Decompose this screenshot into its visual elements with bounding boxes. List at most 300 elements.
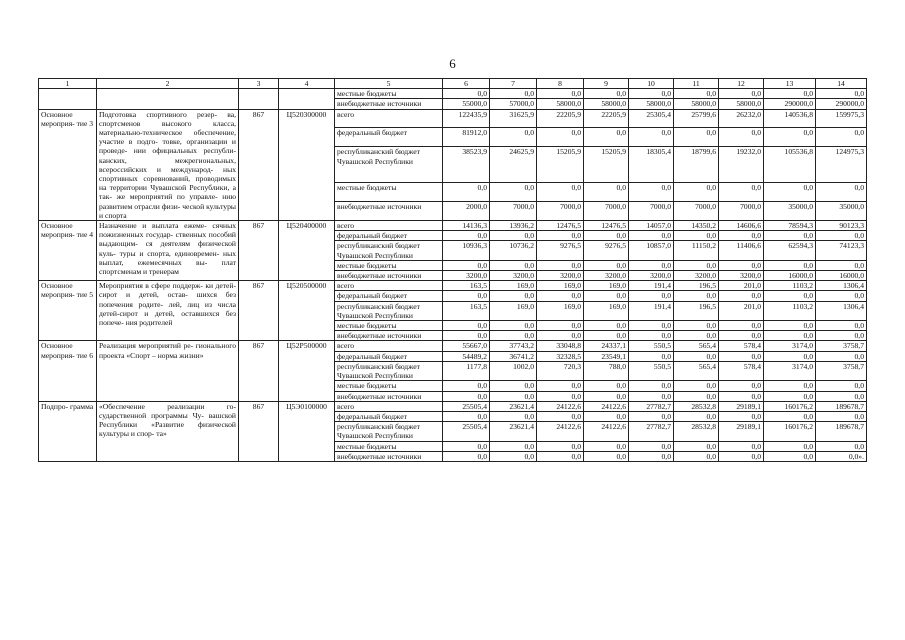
column-number: 4 bbox=[279, 79, 335, 89]
value-cell: 0,0 bbox=[719, 231, 764, 241]
grbs-code: 867 bbox=[239, 341, 279, 401]
value-cell: 1306,4 bbox=[816, 301, 867, 320]
value-cell: 58000,0 bbox=[584, 99, 629, 109]
value-cell: 0,0 bbox=[674, 391, 719, 401]
event-description: Назначение и выплата ежеме- сячных пожизненных государ- ственных пособий выдающим- ся деятелям физической куль- туры и спорта, единовремен- ных выплат, ежемесячных вы- плат спортсменам и тренерам bbox=[97, 221, 239, 281]
value-cell: 0,0 bbox=[764, 451, 816, 461]
value-cell: 90123,3 bbox=[816, 221, 867, 231]
value-cell: 15205,9 bbox=[584, 147, 629, 183]
value-cell: 163,5 bbox=[443, 301, 490, 320]
value-cell: 0,0 bbox=[490, 291, 537, 301]
value-cell: 0,0 bbox=[674, 183, 719, 202]
value-cell: 0,0 bbox=[764, 411, 816, 421]
value-cell: 0,0 bbox=[674, 231, 719, 241]
value-cell: 24625,9 bbox=[490, 147, 537, 183]
value-cell: 78594,3 bbox=[764, 221, 816, 231]
value-cell: 3174,0 bbox=[764, 361, 816, 380]
value-cell: 0,0». bbox=[816, 451, 867, 461]
value-cell: 0,0 bbox=[629, 260, 674, 270]
value-cell: 0,0 bbox=[674, 381, 719, 391]
value-cell: 0,0 bbox=[816, 321, 867, 331]
funding-source: республиканский бюджет Чувашской Республики bbox=[335, 361, 443, 380]
value-cell: 0,0 bbox=[719, 183, 764, 202]
value-cell: 169,0 bbox=[537, 281, 584, 291]
value-cell: 58000,0 bbox=[719, 99, 764, 109]
value-cell: 18799,6 bbox=[674, 147, 719, 183]
column-number: 8 bbox=[537, 79, 584, 89]
funding-source: всего bbox=[335, 341, 443, 351]
value-cell: 0,0 bbox=[629, 441, 674, 451]
value-cell: 0,0 bbox=[584, 381, 629, 391]
value-cell: 10857,0 bbox=[629, 241, 674, 260]
value-cell: 0,0 bbox=[629, 451, 674, 461]
value-cell: 3200,0 bbox=[719, 271, 764, 281]
value-cell: 0,0 bbox=[816, 411, 867, 421]
empty-cell bbox=[39, 89, 97, 99]
funding-source: местные бюджеты bbox=[335, 441, 443, 451]
value-cell: 565,4 bbox=[674, 341, 719, 351]
funding-source: внебюджетные источники bbox=[335, 451, 443, 461]
value-cell: 0,0 bbox=[443, 331, 490, 341]
value-cell: 0,0 bbox=[443, 291, 490, 301]
value-cell: 0,0 bbox=[490, 89, 537, 99]
table-row bbox=[39, 99, 867, 109]
column-number: 6 bbox=[443, 79, 490, 89]
value-cell: 3200,0 bbox=[490, 271, 537, 281]
value-cell: 0,0 bbox=[537, 291, 584, 301]
classification-code: Ц520400000 bbox=[279, 221, 335, 281]
value-cell: 0,0 bbox=[443, 260, 490, 270]
value-cell: 124975,3 bbox=[816, 147, 867, 183]
event-description: «Обеспечение реализации го- сударственной программы Чу- вашской Республики «Развитие физической культуры и спор- та» bbox=[97, 401, 239, 461]
value-cell: 163,5 bbox=[443, 281, 490, 291]
value-cell: 0,0 bbox=[443, 231, 490, 241]
value-cell: 25305,4 bbox=[629, 109, 674, 128]
table-row bbox=[39, 401, 867, 411]
funding-source: республиканский бюджет Чувашской Республики bbox=[335, 241, 443, 260]
table-row bbox=[39, 221, 867, 231]
value-cell: 0,0 bbox=[537, 89, 584, 99]
column-number-row bbox=[39, 79, 867, 89]
value-cell: 25505,4 bbox=[443, 401, 490, 411]
value-cell: 0,0 bbox=[584, 260, 629, 270]
value-cell: 14350,2 bbox=[674, 221, 719, 231]
classification-code: Ц520500000 bbox=[279, 281, 335, 341]
value-cell: 0,0 bbox=[674, 441, 719, 451]
value-cell: 24122,6 bbox=[537, 422, 584, 441]
value-cell: 0,0 bbox=[816, 128, 867, 147]
value-cell: 788,0 bbox=[584, 361, 629, 380]
funding-source: местные бюджеты bbox=[335, 381, 443, 391]
value-cell: 55667,0 bbox=[443, 341, 490, 351]
value-cell: 0,0 bbox=[629, 321, 674, 331]
empty-cell bbox=[97, 89, 239, 99]
funding-source: республиканский бюджет Чувашской Республики bbox=[335, 301, 443, 320]
value-cell: 7000,0 bbox=[629, 202, 674, 221]
value-cell: 31625,9 bbox=[490, 109, 537, 128]
value-cell: 160176,2 bbox=[764, 401, 816, 411]
value-cell: 26232,0 bbox=[719, 109, 764, 128]
event-status: Основное мероприя- тие 6 bbox=[39, 341, 97, 401]
value-cell: 0,0 bbox=[719, 441, 764, 451]
value-cell: 58000,0 bbox=[537, 99, 584, 109]
value-cell: 0,0 bbox=[764, 391, 816, 401]
value-cell: 3758,7 bbox=[816, 361, 867, 380]
value-cell: 0,0 bbox=[490, 391, 537, 401]
value-cell: 0,0 bbox=[490, 441, 537, 451]
event-description: Реализация мероприятий ре- гионального проекта «Спорт – норма жизни» bbox=[97, 341, 239, 401]
value-cell: 0,0 bbox=[719, 411, 764, 421]
funding-source: федеральный бюджет bbox=[335, 128, 443, 147]
value-cell: 0,0 bbox=[674, 411, 719, 421]
value-cell: 0,0 bbox=[764, 128, 816, 147]
value-cell: 0,0 bbox=[816, 381, 867, 391]
value-cell: 1177,8 bbox=[443, 361, 490, 380]
value-cell: 0,0 bbox=[490, 260, 537, 270]
classification-code: Ц520300000 bbox=[279, 109, 335, 220]
value-cell: 0,0 bbox=[629, 89, 674, 99]
column-number: 5 bbox=[335, 79, 443, 89]
value-cell: 169,0 bbox=[490, 281, 537, 291]
event-status: Подпро- грамма bbox=[39, 401, 97, 461]
value-cell: 29189,1 bbox=[719, 401, 764, 411]
value-cell: 0,0 bbox=[719, 128, 764, 147]
value-cell: 3200,0 bbox=[584, 271, 629, 281]
value-cell: 0,0 bbox=[816, 291, 867, 301]
value-cell: 0,0 bbox=[816, 89, 867, 99]
value-cell: 14057,0 bbox=[629, 221, 674, 231]
value-cell: 122435,9 bbox=[443, 109, 490, 128]
value-cell: 0,0 bbox=[584, 391, 629, 401]
grbs-code: 867 bbox=[239, 109, 279, 220]
grbs-code: 867 bbox=[239, 401, 279, 461]
budget-table bbox=[38, 78, 867, 462]
value-cell: 29189,1 bbox=[719, 422, 764, 441]
value-cell: 0,0 bbox=[816, 260, 867, 270]
value-cell: 0,0 bbox=[537, 331, 584, 341]
column-number: 12 bbox=[719, 79, 764, 89]
funding-source: республиканский бюджет Чувашской Республики bbox=[335, 147, 443, 183]
value-cell: 2000,0 bbox=[443, 202, 490, 221]
funding-source: всего bbox=[335, 281, 443, 291]
value-cell: 0,0 bbox=[490, 231, 537, 241]
value-cell: 0,0 bbox=[629, 411, 674, 421]
value-cell: 11150,2 bbox=[674, 241, 719, 260]
value-cell: 57000,0 bbox=[490, 99, 537, 109]
value-cell: 0,0 bbox=[584, 89, 629, 99]
empty-cell bbox=[239, 99, 279, 109]
value-cell: 550,5 bbox=[629, 361, 674, 380]
value-cell: 0,0 bbox=[764, 260, 816, 270]
event-status: Основное мероприя- тие 5 bbox=[39, 281, 97, 341]
funding-source: всего bbox=[335, 109, 443, 128]
value-cell: 0,0 bbox=[443, 381, 490, 391]
empty-cell bbox=[279, 99, 335, 109]
event-status: Основное мероприя- тие 3 bbox=[39, 109, 97, 220]
value-cell: 0,0 bbox=[443, 411, 490, 421]
value-cell: 169,0 bbox=[584, 281, 629, 291]
value-cell: 7000,0 bbox=[537, 202, 584, 221]
value-cell: 0,0 bbox=[537, 260, 584, 270]
classification-code: Ц52P500000 bbox=[279, 341, 335, 401]
value-cell: 11406,6 bbox=[719, 241, 764, 260]
empty-cell bbox=[39, 99, 97, 109]
value-cell: 32328,5 bbox=[537, 351, 584, 361]
value-cell: 0,0 bbox=[490, 183, 537, 202]
value-cell: 0,0 bbox=[490, 128, 537, 147]
funding-source: внебюджетные источники bbox=[335, 99, 443, 109]
value-cell: 14136,3 bbox=[443, 221, 490, 231]
value-cell: 0,0 bbox=[584, 231, 629, 241]
value-cell: 0,0 bbox=[816, 231, 867, 241]
value-cell: 0,0 bbox=[719, 391, 764, 401]
value-cell: 0,0 bbox=[443, 183, 490, 202]
value-cell: 3200,0 bbox=[674, 271, 719, 281]
value-cell: 3200,0 bbox=[443, 271, 490, 281]
value-cell: 0,0 bbox=[584, 441, 629, 451]
value-cell: 54489,2 bbox=[443, 351, 490, 361]
value-cell: 0,0 bbox=[674, 291, 719, 301]
event-description: Мероприятия в сфере поддерж- ки детей-сирот и детей, остав- шихся без попечения родите- лей, лиц из числа детей-сирот и детей, оставшихся без попече- ния родителей bbox=[97, 281, 239, 341]
value-cell: 0,0 bbox=[537, 391, 584, 401]
value-cell: 0,0 bbox=[764, 231, 816, 241]
value-cell: 0,0 bbox=[629, 231, 674, 241]
empty-cell bbox=[279, 89, 335, 99]
value-cell: 10936,3 bbox=[443, 241, 490, 260]
value-cell: 0,0 bbox=[443, 321, 490, 331]
value-cell: 18305,4 bbox=[629, 147, 674, 183]
value-cell: 58000,0 bbox=[674, 99, 719, 109]
value-cell: 0,0 bbox=[764, 381, 816, 391]
value-cell: 0,0 bbox=[584, 291, 629, 301]
value-cell: 0,0 bbox=[674, 321, 719, 331]
value-cell: 0,0 bbox=[629, 331, 674, 341]
table-row bbox=[39, 89, 867, 99]
value-cell: 81912,0 bbox=[443, 128, 490, 147]
column-number: 13 bbox=[764, 79, 816, 89]
value-cell: 24337,1 bbox=[584, 341, 629, 351]
value-cell: 290000,0 bbox=[764, 99, 816, 109]
value-cell: 19232,0 bbox=[719, 147, 764, 183]
value-cell: 0,0 bbox=[629, 391, 674, 401]
value-cell: 0,0 bbox=[629, 381, 674, 391]
value-cell: 0,0 bbox=[629, 291, 674, 301]
value-cell: 0,0 bbox=[537, 411, 584, 421]
value-cell: 0,0 bbox=[537, 451, 584, 461]
value-cell: 0,0 bbox=[719, 89, 764, 99]
value-cell: 0,0 bbox=[719, 321, 764, 331]
funding-source: внебюджетные источники bbox=[335, 391, 443, 401]
value-cell: 74123,3 bbox=[816, 241, 867, 260]
value-cell: 28532,8 bbox=[674, 401, 719, 411]
value-cell: 0,0 bbox=[719, 381, 764, 391]
value-cell: 0,0 bbox=[537, 128, 584, 147]
value-cell: 189678,7 bbox=[816, 422, 867, 441]
value-cell: 7000,0 bbox=[490, 202, 537, 221]
column-number: 9 bbox=[584, 79, 629, 89]
value-cell: 55000,0 bbox=[443, 99, 490, 109]
value-cell: 0,0 bbox=[764, 89, 816, 99]
value-cell: 1103,2 bbox=[764, 301, 816, 320]
funding-source: внебюджетные источники bbox=[335, 271, 443, 281]
value-cell: 3174,0 bbox=[764, 341, 816, 351]
column-number: 14 bbox=[816, 79, 867, 89]
value-cell: 0,0 bbox=[584, 331, 629, 341]
funding-source: внебюджетные источники bbox=[335, 202, 443, 221]
value-cell: 3758,7 bbox=[816, 341, 867, 351]
value-cell: 28532,8 bbox=[674, 422, 719, 441]
event-status: Основное мероприя- тие 4 bbox=[39, 221, 97, 281]
value-cell: 37743,2 bbox=[490, 341, 537, 351]
value-cell: 15205,9 bbox=[537, 147, 584, 183]
value-cell: 0,0 bbox=[490, 411, 537, 421]
value-cell: 290000,0 bbox=[816, 99, 867, 109]
value-cell: 25505,4 bbox=[443, 422, 490, 441]
value-cell: 7000,0 bbox=[584, 202, 629, 221]
value-cell: 10736,2 bbox=[490, 241, 537, 260]
value-cell: 3200,0 bbox=[629, 271, 674, 281]
value-cell: 0,0 bbox=[674, 451, 719, 461]
value-cell: 22205,9 bbox=[537, 109, 584, 128]
value-cell: 0,0 bbox=[490, 451, 537, 461]
funding-source: всего bbox=[335, 401, 443, 411]
value-cell: 0,0 bbox=[816, 391, 867, 401]
value-cell: 33048,8 bbox=[537, 341, 584, 351]
value-cell: 0,0 bbox=[537, 231, 584, 241]
value-cell: 0,0 bbox=[674, 331, 719, 341]
value-cell: 105536,8 bbox=[764, 147, 816, 183]
grbs-code: 867 bbox=[239, 281, 279, 341]
table-row bbox=[39, 281, 867, 291]
value-cell: 0,0 bbox=[764, 321, 816, 331]
value-cell: 0,0 bbox=[629, 128, 674, 147]
funding-source: местные бюджеты bbox=[335, 321, 443, 331]
value-cell: 9276,5 bbox=[537, 241, 584, 260]
value-cell: 24122,6 bbox=[537, 401, 584, 411]
value-cell: 720,3 bbox=[537, 361, 584, 380]
value-cell: 0,0 bbox=[816, 351, 867, 361]
value-cell: 7000,0 bbox=[674, 202, 719, 221]
value-cell: 12476,5 bbox=[537, 221, 584, 231]
value-cell: 169,0 bbox=[584, 301, 629, 320]
value-cell: 201,0 bbox=[719, 301, 764, 320]
column-number: 2 bbox=[97, 79, 239, 89]
value-cell: 3200,0 bbox=[537, 271, 584, 281]
empty-cell bbox=[239, 89, 279, 99]
value-cell: 0,0 bbox=[584, 128, 629, 147]
value-cell: 0,0 bbox=[764, 183, 816, 202]
value-cell: 58000,0 bbox=[629, 99, 674, 109]
value-cell: 14606,6 bbox=[719, 221, 764, 231]
value-cell: 0,0 bbox=[719, 451, 764, 461]
funding-source: местные бюджеты bbox=[335, 183, 443, 202]
value-cell: 62594,3 bbox=[764, 241, 816, 260]
value-cell: 23621,4 bbox=[490, 401, 537, 411]
value-cell: 22205,9 bbox=[584, 109, 629, 128]
value-cell: 0,0 bbox=[584, 451, 629, 461]
funding-source: местные бюджеты bbox=[335, 89, 443, 99]
value-cell: 0,0 bbox=[490, 321, 537, 331]
value-cell: 578,4 bbox=[719, 361, 764, 380]
funding-source: федеральный бюджет bbox=[335, 291, 443, 301]
value-cell: 0,0 bbox=[816, 331, 867, 341]
value-cell: 35000,0 bbox=[764, 202, 816, 221]
value-cell: 1002,0 bbox=[490, 361, 537, 380]
value-cell: 9276,5 bbox=[584, 241, 629, 260]
value-cell: 0,0 bbox=[719, 351, 764, 361]
value-cell: 24122,6 bbox=[584, 422, 629, 441]
value-cell: 0,0 bbox=[537, 381, 584, 391]
value-cell: 169,0 bbox=[537, 301, 584, 320]
value-cell: 196,5 bbox=[674, 301, 719, 320]
column-number: 7 bbox=[490, 79, 537, 89]
funding-source: внебюджетные источники bbox=[335, 331, 443, 341]
value-cell: 27782,7 bbox=[629, 401, 674, 411]
value-cell: 16000,0 bbox=[816, 271, 867, 281]
value-cell: 0,0 bbox=[490, 331, 537, 341]
funding-source: федеральный бюджет bbox=[335, 411, 443, 421]
value-cell: 196,5 bbox=[674, 281, 719, 291]
value-cell: 23621,4 bbox=[490, 422, 537, 441]
value-cell: 0,0 bbox=[764, 441, 816, 451]
value-cell: 0,0 bbox=[674, 89, 719, 99]
value-cell: 0,0 bbox=[443, 89, 490, 99]
value-cell: 0,0 bbox=[719, 291, 764, 301]
value-cell: 191,4 bbox=[629, 301, 674, 320]
table-row bbox=[39, 109, 867, 128]
value-cell: 189678,7 bbox=[816, 401, 867, 411]
value-cell: 191,4 bbox=[629, 281, 674, 291]
value-cell: 0,0 bbox=[629, 351, 674, 361]
column-number: 10 bbox=[629, 79, 674, 89]
value-cell: 1306,4 bbox=[816, 281, 867, 291]
value-cell: 1103,2 bbox=[764, 281, 816, 291]
value-cell: 0,0 bbox=[764, 291, 816, 301]
classification-code: Ц5Э0100000 bbox=[279, 401, 335, 461]
column-number: 3 bbox=[239, 79, 279, 89]
value-cell: 24122,6 bbox=[584, 401, 629, 411]
value-cell: 160176,2 bbox=[764, 422, 816, 441]
value-cell: 23549,1 bbox=[584, 351, 629, 361]
funding-source: всего bbox=[335, 221, 443, 231]
value-cell: 0,0 bbox=[719, 260, 764, 270]
value-cell: 578,4 bbox=[719, 341, 764, 351]
value-cell: 16000,0 bbox=[764, 271, 816, 281]
value-cell: 0,0 bbox=[584, 321, 629, 331]
value-cell: 27782,7 bbox=[629, 422, 674, 441]
value-cell: 0,0 bbox=[816, 183, 867, 202]
event-description: Подготовка спортивного резер- ва, спортсменов высокого класса, материально-техническое обеспечение, участие в подго- товке, организации и проведе- нии официальных республи- канских, межрегиональных, всероссийских и международ- ных спортивных соревнований, проводимых на территории Чувашской Республики, а так- же мероприятий по управле- нию развитием отрасли физи- ческой культуры и спорта bbox=[97, 109, 239, 220]
value-cell: 0,0 bbox=[584, 411, 629, 421]
grbs-code: 867 bbox=[239, 221, 279, 281]
value-cell: 140536,8 bbox=[764, 109, 816, 128]
table-row bbox=[39, 341, 867, 351]
column-number: 11 bbox=[674, 79, 719, 89]
funding-source: местные бюджеты bbox=[335, 260, 443, 270]
value-cell: 0,0 bbox=[764, 351, 816, 361]
value-cell: 0,0 bbox=[674, 128, 719, 147]
value-cell: 38523,9 bbox=[443, 147, 490, 183]
value-cell: 0,0 bbox=[537, 441, 584, 451]
value-cell: 12476,5 bbox=[584, 221, 629, 231]
value-cell: 0,0 bbox=[443, 451, 490, 461]
value-cell: 0,0 bbox=[443, 391, 490, 401]
value-cell: 201,0 bbox=[719, 281, 764, 291]
value-cell: 0,0 bbox=[537, 183, 584, 202]
value-cell: 169,0 bbox=[490, 301, 537, 320]
value-cell: 0,0 bbox=[490, 381, 537, 391]
value-cell: 0,0 bbox=[719, 331, 764, 341]
